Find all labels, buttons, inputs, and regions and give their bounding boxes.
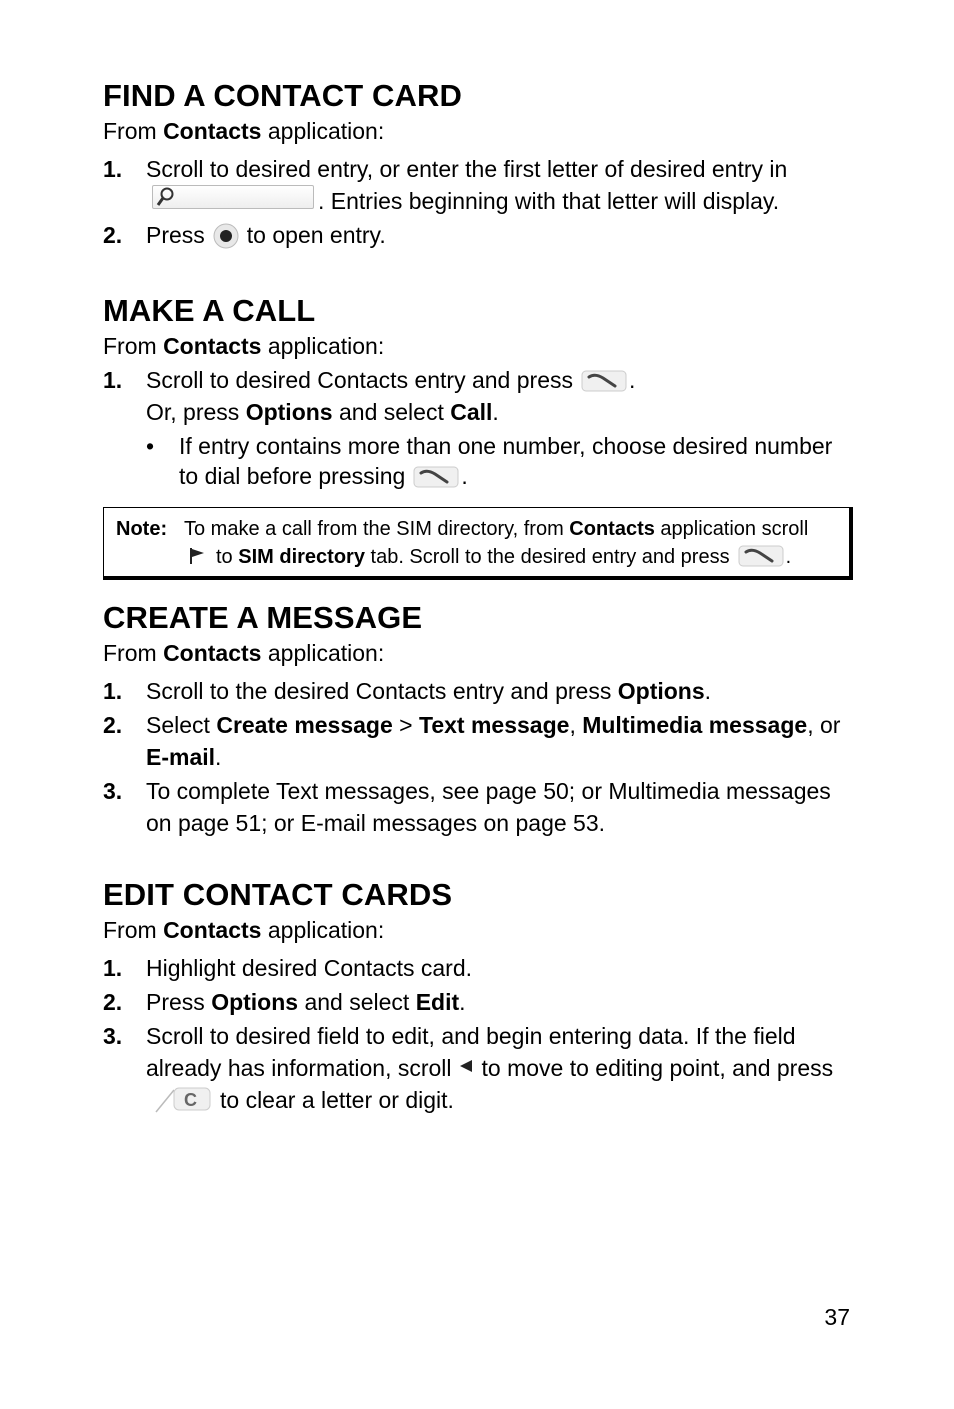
step-item: 1. Scroll to desired Contacts entry and press . Or, press Options and select Call. • If entry contains more than one number, choose desired number to dial before pressing . (103, 364, 853, 491)
call-key-icon (581, 368, 627, 390)
step-item: 1. Highlight desired Contacts card. (103, 955, 472, 981)
section-find-contact (103, 76, 853, 253)
center-select-key-icon (213, 223, 239, 249)
scroll-left-arrow-icon (456, 1052, 476, 1070)
steps-list (103, 675, 853, 839)
steps-list (103, 153, 853, 253)
svg-text:C: C (184, 1090, 197, 1110)
page-number: 37 (824, 1304, 850, 1330)
step-item: 1. Scroll to desired entry, or enter the first letter of desired entry in . Entries beginning with that letter will display. (103, 156, 788, 214)
step-item: 3. Scroll to desired field to edit, and begin entering data. If the field already has information, scroll to move to editing point, and press C to clear a letter or digit. (103, 1023, 834, 1113)
note-body: To make a call from the SIM directory, from Contacts application scrollto SIM directory tab. Scroll to the desired entry and press . (184, 518, 809, 568)
call-key-icon (738, 545, 784, 567)
section-title: MAKE A CALL (103, 293, 316, 328)
section-create-message (103, 598, 853, 839)
section-title: CREATE A MESSAGE (103, 600, 423, 635)
step-item: 2. Press Options and select Edit. (103, 989, 466, 1015)
note-label: Note: (116, 518, 168, 540)
scroll-right-arrow-icon (188, 545, 208, 563)
section-title: EDIT CONTACT CARDS (103, 877, 453, 912)
bullet-item: • If entry contains more than one number, choose desired number to dial before pressing . (146, 433, 833, 489)
call-key-icon (413, 465, 459, 487)
step-item: 1. Scroll to the desired Contacts entry and press Options. (103, 678, 712, 704)
section-edit-contact (103, 875, 853, 1116)
section-intro: From Contacts application: (103, 640, 385, 666)
section-intro: From Contacts application: (103, 917, 385, 943)
clear-key-icon (154, 1084, 212, 1114)
note-box (103, 507, 853, 580)
section-intro: From Contacts application: (103, 118, 385, 144)
section-make-call (103, 291, 853, 491)
section-title: FIND A CONTACT CARD (103, 78, 462, 113)
steps-list (103, 364, 853, 491)
section-intro: From Contacts application: (103, 333, 385, 359)
steps-list (103, 952, 853, 1116)
step-item: 2. Press to open entry. (103, 222, 386, 248)
search-field-icon (152, 185, 314, 209)
step-item: 3. To complete Text messages, see page 50; or Multimedia messages on page 51; or E-mail messages on page 53. (103, 778, 831, 836)
manual-page (103, 76, 853, 1118)
step-item: 2. Select Create message > Text message, Multimedia message, or E-mail. (103, 712, 841, 770)
